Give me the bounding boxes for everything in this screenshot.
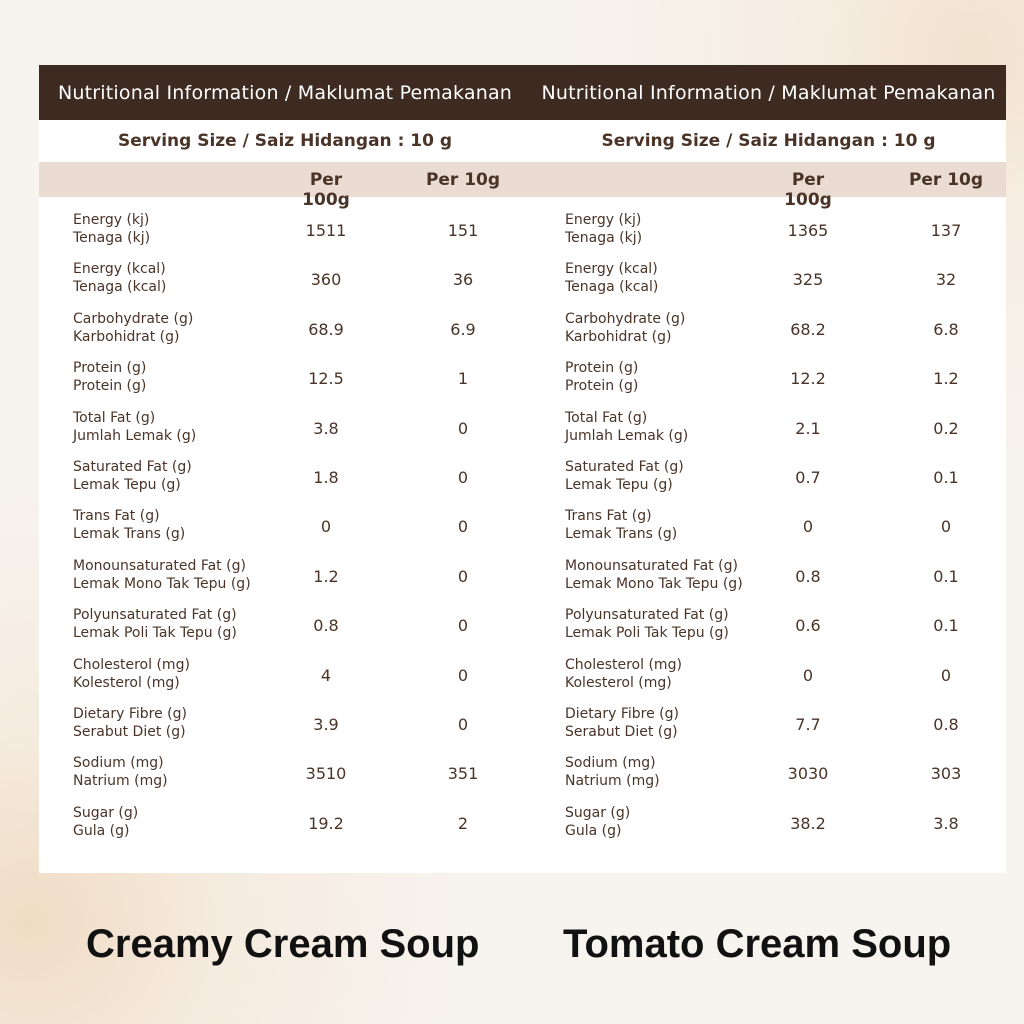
table-row xyxy=(39,458,531,507)
nutrient-label xyxy=(73,359,146,395)
value-per-100g: 3510 xyxy=(305,764,347,784)
col-per-10g: Per 10g xyxy=(908,170,984,190)
nutrient-name-en: Monounsaturated Fat (g) xyxy=(565,557,738,574)
nutrient-label xyxy=(565,606,729,642)
nutrient-name-ms: Karbohidrat (g) xyxy=(73,328,180,345)
nutrient-name-ms: Lemak Poli Tak Tepu (g) xyxy=(565,625,729,642)
nutrient-label xyxy=(73,656,190,692)
nutrient-name-en: Sodium (mg) xyxy=(73,755,164,772)
nutrient-name-en: Sodium (mg) xyxy=(565,755,656,772)
value-per-100g: 1511 xyxy=(305,221,347,240)
table-row xyxy=(531,211,1006,260)
nutrient-name-en: Energy (kj) xyxy=(73,212,150,228)
nutrient-label xyxy=(565,804,630,840)
value-per-100g: 1365 xyxy=(787,221,829,240)
nutrient-name-en: Polyunsaturated Fat (g) xyxy=(565,607,729,624)
nutrient-label xyxy=(73,211,150,247)
serving-size: Serving Size / Saiz Hidangan : 10 g xyxy=(601,131,936,151)
table-header: Nutritional Information / Maklumat Pemakanan xyxy=(39,65,531,120)
nutrient-name-ms: Lemak Tepu (g) xyxy=(73,476,181,493)
nutrition-table-tomato xyxy=(531,65,1006,873)
nutrient-name-en: Dietary Fibre (g) xyxy=(565,705,679,722)
nutrient-name-ms: Karbohidrat (g) xyxy=(565,328,672,345)
table-row xyxy=(531,656,1006,705)
nutrient-name-en: Protein (g) xyxy=(565,360,639,377)
col-per-100g: Per 100g xyxy=(302,170,350,210)
value-per-100g: 0.8 xyxy=(313,616,339,636)
value-per-10g: 32 xyxy=(935,270,957,290)
value-per-10g: 6.9 xyxy=(450,319,476,339)
nutrient-name-en: Energy (kj) xyxy=(565,212,642,228)
table-row xyxy=(39,606,531,655)
value-per-100g: 0.7 xyxy=(795,467,821,487)
nutrient-rows xyxy=(531,197,1006,853)
nutrient-name-ms: Lemak Mono Tak Tepu (g) xyxy=(73,575,251,592)
nutrient-label xyxy=(73,507,185,543)
value-per-10g: 0.2 xyxy=(933,418,959,438)
nutrient-name-ms: Protein (g) xyxy=(565,378,639,395)
nutrient-label xyxy=(73,260,166,296)
value-per-10g: 1.2 xyxy=(933,369,959,389)
nutrient-label xyxy=(73,804,138,840)
table-row xyxy=(39,557,531,606)
nutrient-rows xyxy=(39,197,531,853)
nutrient-label xyxy=(565,458,684,494)
nutrient-name-ms: Lemak Tepu (g) xyxy=(565,476,673,493)
nutrient-label xyxy=(565,211,642,247)
value-per-10g: 303 xyxy=(930,764,962,784)
value-per-100g: 0 xyxy=(320,517,332,537)
table-row xyxy=(531,557,1006,606)
nutrient-label xyxy=(73,409,196,445)
value-per-10g: 6.8 xyxy=(933,319,959,339)
nutrient-name-ms: Jumlah Lemak (g) xyxy=(565,427,689,444)
table-row xyxy=(39,409,531,458)
nutrient-label xyxy=(73,458,192,494)
nutrient-name-en: Sugar (g) xyxy=(73,804,139,821)
nutrient-label xyxy=(73,557,251,593)
column-headers xyxy=(39,162,531,210)
nutrient-label xyxy=(565,754,660,790)
nutrient-name-en: Sugar (g) xyxy=(565,804,631,821)
nutrient-name-en: Monounsaturated Fat (g) xyxy=(73,557,246,574)
nutrient-name-ms: Gula (g) xyxy=(73,822,130,839)
value-per-10g: 137 xyxy=(930,221,962,240)
value-per-10g: 0 xyxy=(457,714,469,734)
col-per-10g: Per 10g xyxy=(425,170,501,190)
table-row xyxy=(531,310,1006,359)
nutrient-name-ms: Tenaga (kcal) xyxy=(565,279,659,296)
value-per-10g: 0 xyxy=(457,418,469,438)
nutrition-table-creamy xyxy=(39,65,531,873)
value-per-100g: 0.8 xyxy=(795,566,821,586)
nutrient-name-ms: Lemak Poli Tak Tepu (g) xyxy=(73,625,237,642)
value-per-10g: 3.8 xyxy=(933,813,959,833)
caption-creamy-cream-soup: Creamy Cream Soup xyxy=(86,922,480,966)
nutrient-name-ms: Natrium (mg) xyxy=(565,773,660,790)
nutrient-name-ms: Serabut Diet (g) xyxy=(73,723,186,740)
value-per-100g: 68.9 xyxy=(308,319,344,339)
nutrient-name-en: Saturated Fat (g) xyxy=(73,458,192,475)
value-per-100g: 0 xyxy=(802,517,814,537)
nutrient-name-en: Saturated Fat (g) xyxy=(565,458,684,475)
value-per-10g: 0 xyxy=(457,616,469,636)
nutrient-name-ms: Jumlah Lemak (g) xyxy=(73,427,197,444)
column-headers xyxy=(531,162,1006,210)
nutrient-name-ms: Kolesterol (mg) xyxy=(565,674,672,691)
value-per-100g: 0 xyxy=(802,665,814,685)
col-per-100g: Per 100g xyxy=(784,170,832,210)
table-row xyxy=(531,260,1006,309)
nutrient-name-en: Cholesterol (mg) xyxy=(565,656,682,673)
value-per-100g: 3030 xyxy=(787,764,829,784)
nutrient-name-ms: Lemak Trans (g) xyxy=(565,526,678,543)
value-per-10g: 0.8 xyxy=(933,714,959,734)
nutrient-name-en: Trans Fat (g) xyxy=(565,508,652,525)
nutrient-name-en: Polyunsaturated Fat (g) xyxy=(73,607,237,624)
value-per-10g: 0.1 xyxy=(933,616,959,636)
value-per-100g: 7.7 xyxy=(795,714,821,734)
table-row xyxy=(531,458,1006,507)
nutrient-label xyxy=(73,754,168,790)
value-per-10g: 0 xyxy=(457,665,469,685)
nutrient-label xyxy=(73,606,237,642)
table-row xyxy=(39,804,531,853)
table-row xyxy=(531,606,1006,655)
serving-size: Serving Size / Saiz Hidangan : 10 g xyxy=(117,131,453,151)
nutrient-name-ms: Kolesterol (mg) xyxy=(73,674,180,691)
nutrient-name-en: Total Fat (g) xyxy=(73,409,156,426)
table-row xyxy=(39,359,531,408)
table-row xyxy=(39,656,531,705)
table-row xyxy=(39,211,531,260)
value-per-100g: 325 xyxy=(792,270,824,290)
value-per-10g: 0 xyxy=(940,517,952,537)
table-row xyxy=(39,260,531,309)
value-per-100g: 360 xyxy=(310,270,342,290)
value-per-10g: 351 xyxy=(447,764,479,784)
value-per-100g: 4 xyxy=(320,665,332,685)
nutrient-name-ms: Tenaga (kj) xyxy=(565,230,643,246)
value-per-10g: 151 xyxy=(447,221,479,240)
table-row xyxy=(39,754,531,803)
nutrient-label xyxy=(73,705,187,741)
nutrient-name-en: Energy (kcal) xyxy=(565,261,658,278)
nutrient-name-ms: Serabut Diet (g) xyxy=(565,723,678,740)
nutrient-label xyxy=(565,507,677,543)
nutrient-label xyxy=(565,409,688,445)
nutrient-label xyxy=(565,656,682,692)
nutrient-name-en: Cholesterol (mg) xyxy=(73,656,190,673)
table-row xyxy=(531,705,1006,754)
nutrient-name-ms: Tenaga (kj) xyxy=(73,230,151,246)
value-per-100g: 0.6 xyxy=(795,616,821,636)
value-per-100g: 12.5 xyxy=(308,369,344,389)
value-per-10g: 0 xyxy=(457,566,469,586)
nutrient-name-ms: Tenaga (kcal) xyxy=(73,279,167,296)
table-row xyxy=(39,310,531,359)
value-per-100g: 19.2 xyxy=(308,813,344,833)
nutrient-label xyxy=(565,310,685,346)
nutrient-name-ms: Protein (g) xyxy=(73,378,147,395)
value-per-10g: 2 xyxy=(457,813,469,833)
nutrient-name-ms: Gula (g) xyxy=(565,822,622,839)
value-per-10g: 0.1 xyxy=(933,467,959,487)
nutrient-name-en: Trans Fat (g) xyxy=(73,508,160,525)
nutrient-name-en: Protein (g) xyxy=(73,360,147,377)
value-per-100g: 12.2 xyxy=(790,369,826,389)
value-per-100g: 68.2 xyxy=(790,319,826,339)
nutrient-name-ms: Lemak Trans (g) xyxy=(73,526,186,543)
nutrient-label xyxy=(565,359,638,395)
table-row xyxy=(531,507,1006,556)
nutrient-name-en: Total Fat (g) xyxy=(565,409,648,426)
caption-tomato-cream-soup: Tomato Cream Soup xyxy=(563,922,952,966)
value-per-10g: 0 xyxy=(940,665,952,685)
value-per-10g: 1 xyxy=(457,369,469,389)
table-row xyxy=(531,359,1006,408)
table-row xyxy=(531,409,1006,458)
nutrient-name-en: Carbohydrate (g) xyxy=(565,310,686,327)
table-header: Nutritional Information / Maklumat Pemakanan xyxy=(531,65,1006,120)
nutrient-label xyxy=(565,705,679,741)
nutrient-label xyxy=(565,260,658,296)
table-row xyxy=(531,804,1006,853)
value-per-100g: 2.1 xyxy=(795,418,821,438)
nutrient-name-en: Carbohydrate (g) xyxy=(73,310,194,327)
nutrient-name-en: Dietary Fibre (g) xyxy=(73,705,187,722)
nutrient-name-ms: Natrium (mg) xyxy=(73,773,168,790)
nutrient-name-ms: Lemak Mono Tak Tepu (g) xyxy=(565,575,743,592)
nutrient-label xyxy=(565,557,743,593)
value-per-100g: 1.8 xyxy=(313,467,339,487)
value-per-100g: 38.2 xyxy=(790,813,826,833)
value-per-100g: 3.8 xyxy=(313,418,339,438)
table-row xyxy=(39,705,531,754)
nutrient-name-en: Energy (kcal) xyxy=(73,261,166,278)
table-row xyxy=(39,507,531,556)
value-per-10g: 0 xyxy=(457,517,469,537)
nutrient-label xyxy=(73,310,193,346)
value-per-100g: 3.9 xyxy=(313,714,339,734)
value-per-10g: 0.1 xyxy=(933,566,959,586)
value-per-10g: 36 xyxy=(452,270,474,290)
value-per-100g: 1.2 xyxy=(313,566,339,586)
table-row xyxy=(531,754,1006,803)
value-per-10g: 0 xyxy=(457,467,469,487)
